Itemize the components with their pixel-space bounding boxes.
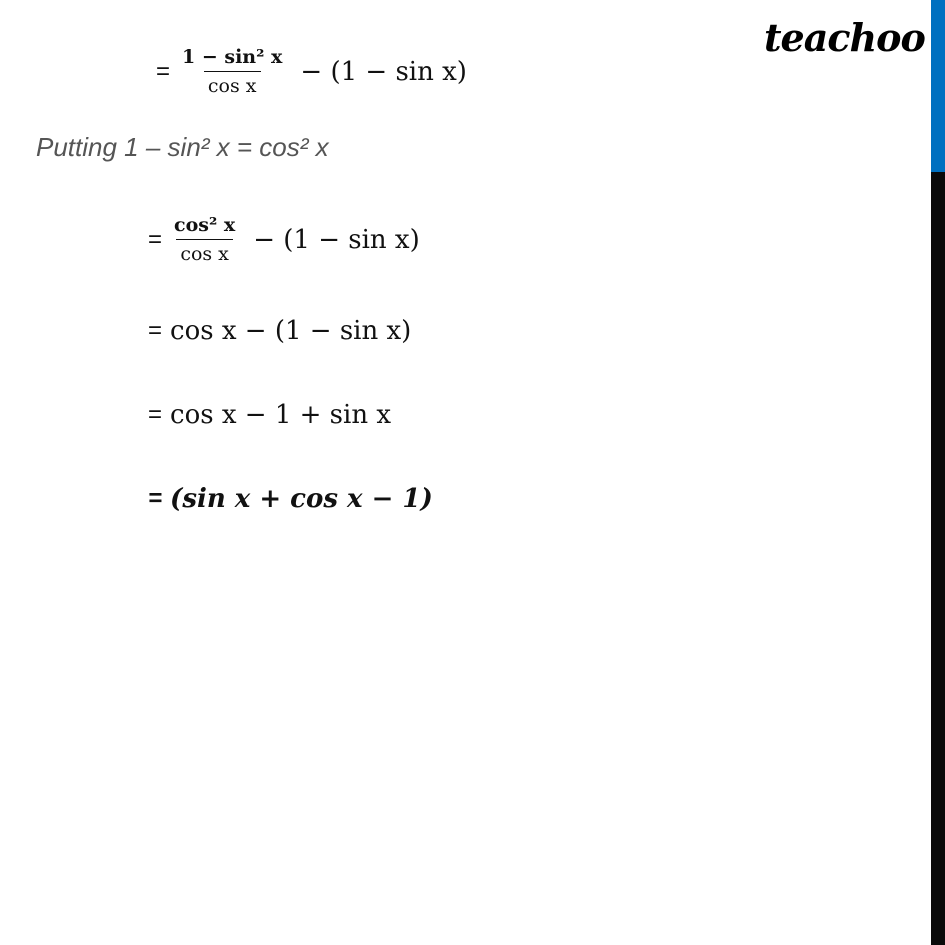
step-line-1 [156,46,467,97]
fraction-numerator: 1 − sin² x [182,46,283,68]
fraction-denominator: cos x [204,71,261,97]
equals-sign: = [156,57,171,85]
equals-sign: = [148,317,163,344]
fraction-numerator: cos² x [174,214,236,236]
expression: cos x − (1 − sin x) [170,316,412,346]
expression: cos x − 1 + sin x [170,400,392,430]
fraction [178,46,286,97]
explanation-note: Putting 1 – sin² x = cos² x [36,132,329,162]
expression: − (1 − sin x) [300,56,467,87]
expression: − (1 − sin x) [253,224,420,255]
step-line-4 [148,400,391,430]
equals-sign: = [148,225,163,253]
step-line-3 [148,316,411,346]
sidebar-dark-bar [931,172,945,945]
fraction [170,214,239,265]
teachoo-logo: teachoo [764,15,925,60]
sidebar-accent-bar [931,0,945,172]
step-line-2 [148,214,420,265]
equals-sign: = [148,485,163,512]
final-expression: (sin x + cos x − 1) [170,484,433,514]
fraction-denominator: cos x [176,239,233,265]
equals-sign: = [148,401,163,428]
final-answer-line [148,484,433,514]
